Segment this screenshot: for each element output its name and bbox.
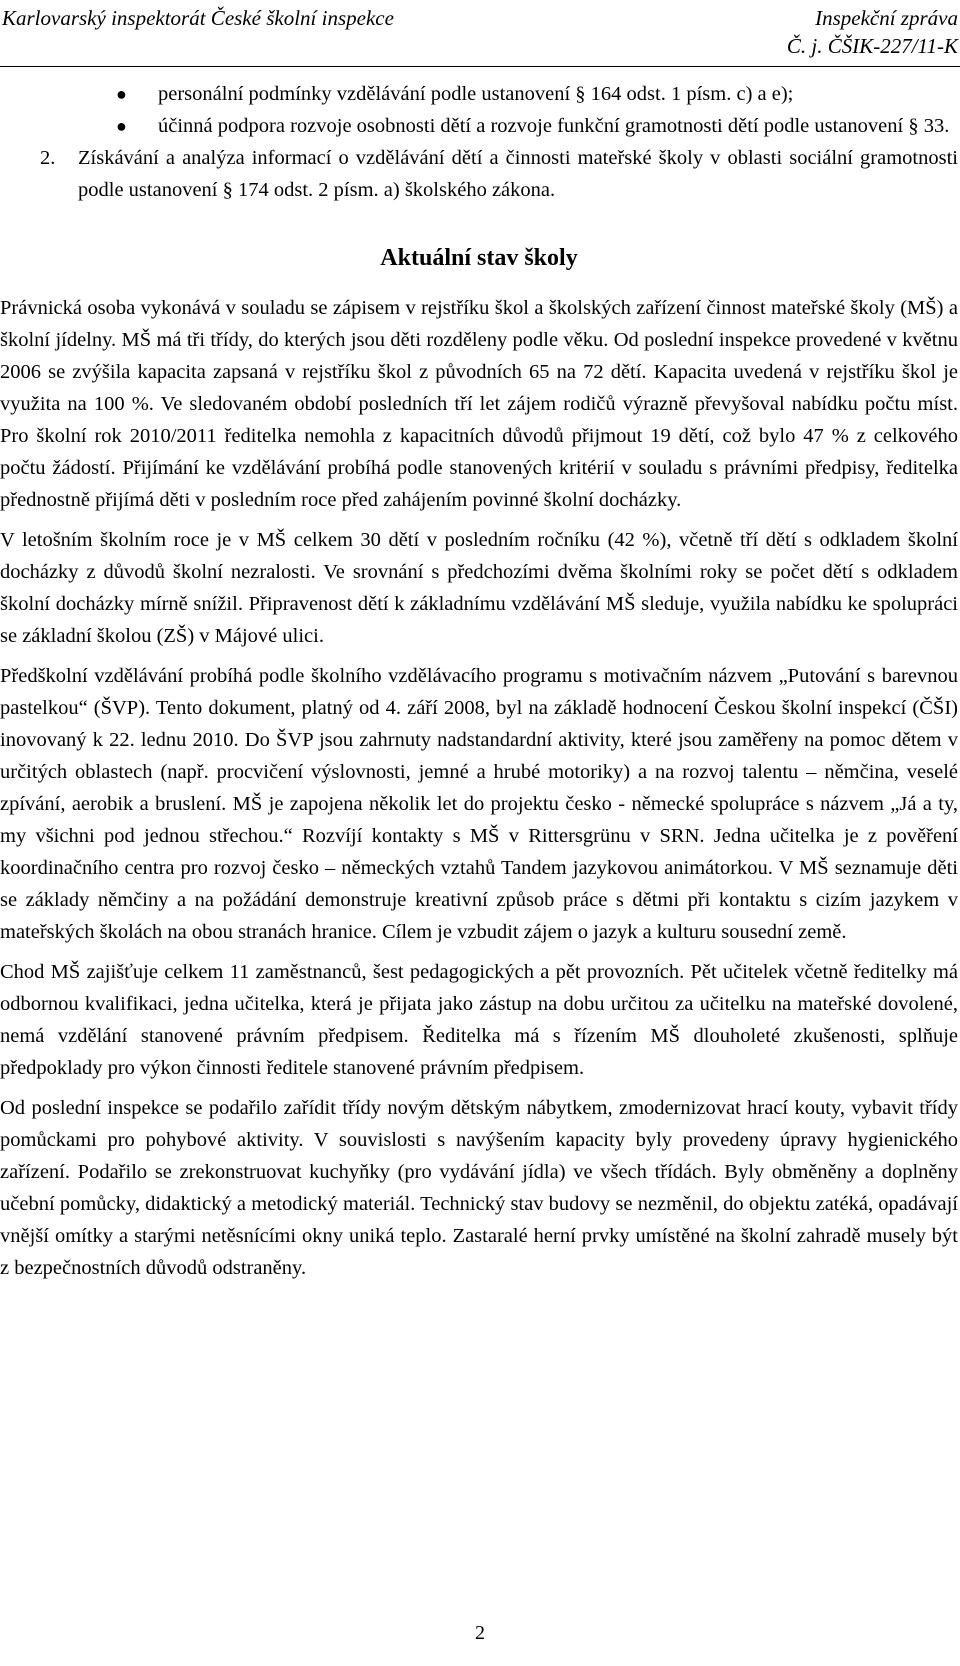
header-report-info — [787, 4, 958, 60]
paragraph: Předškolní vzdělávání probíhá podle školního vzdělávacího programu s motivačním názvem „Putování s barevnou pastelkou“ (ŠVP). Tento dokument, platný od 4. září 2008, byl na základě hodnocení Českou školní inspekcí (ČŠI) inovovaný k 22. lednu 2010. Do ŠVP jsou zahrnuty nadstandardní aktivity, které jsou zaměřeny na pomoc dětem v určitých oblastech (např. procvičení výslovnosti, jemné a hrubé motoriky) a na rozvoj talentu – němčina, veselé zpívání, aerobik a bruslení. MŠ je zapojena několik let do projektu česko - německé spolupráce s názvem „Já a ty, my všichni pod jednou střechou.“ Rozvíjí kontakty s MŠ v Rittersgrünu v SRN. Jedna učitelka je z pověření koordinačního centra pro rozvoj česko – německých vztahů Tandem jazykovou animátorkou. V MŠ seznamuje děti se základy němčiny a na požádání demonstruje kreativní způsob práce s dětmi při kontaktu s cizím jazykem v mateřských školách na obou stranách hranice. Cílem je vzbudit zájem o jazyk a kulturu sousední země. — [0, 665, 958, 943]
header-reference-number: Č. j. ČŠIK-227/11-K — [786, 34, 958, 58]
page-number: 2 — [475, 1622, 485, 1644]
paragraph: V letošním školním roce je v MŠ celkem 30 dětí v posledním ročníku (42 %), včetně tří dětí s odkladem školní docházky z důvodů školní nezralosti. Ve srovnání s předchozími dvěma školními roky se počet dětí s odkladem školní docházky mírně snížil. Připravenost dětí k základnímu vzdělávání MŠ sleduje, využila nabídku ke spolupráci se základní školou (ZŠ) v Májové ulici. — [0, 529, 958, 647]
section-title: Aktuální stav školy — [380, 245, 578, 271]
numbered-item — [40, 142, 958, 206]
numbered-item-text: Získávání a analýza informací o vzdělávání dětí a činnosti mateřské školy v oblasti sociální gramotnosti podle ustanovení § 174 odst. 2 písm. a) školského zákona. — [78, 147, 958, 201]
header-divider — [0, 66, 960, 67]
header-report-title: Inspekční zpráva — [815, 6, 958, 30]
list-item-text: personální podmínky vzdělávání podle ustanovení § 164 odst. 1 písm. c) a e); — [158, 83, 794, 105]
page-body — [0, 78, 958, 1292]
list-item — [116, 110, 958, 142]
list-item-text: účinná podpora rozvoje osobnosti dětí a rozvoje funkční gramotnosti dětí podle ustanovení § 33. — [158, 115, 950, 137]
list-item — [116, 78, 958, 110]
header-institution: Karlovarský inspektorát České školní inspekce — [2, 6, 394, 30]
paragraph: Právnická osoba vykonává v souladu se zápisem v rejstříku škol a školských zařízení činnost mateřské školy (MŠ) a školní jídelny. MŠ má tři třídy, do kterých jsou děti rozděleny podle věku. Od poslední inspekce provedené v květnu 2006 se zvýšila kapacita zapsaná v rejstříku škol z původních 65 na 72 dětí. Kapacita uvedená v rejstříku škol je využita na 100 %. Ve sledovaném období posledních tří let zájem rodičů výrazně převyšoval nabídku počtu míst. Pro školní rok 2010/2011 ředitelka nemohla z kapacitních důvodů přijmout 19 dětí, což bylo 47 % z celkového počtu žádostí. Přijímání ke vzdělávání probíhá podle stanovených kritérií v souladu s právními předpisy, ředitelka přednostně přijímá děti v posledním roce před zahájením povinné školní docházky. — [0, 297, 958, 511]
bullet-icon: ● — [116, 116, 127, 136]
item-number: 2. — [40, 147, 56, 169]
bullet-icon: ● — [116, 84, 127, 104]
paragraph: Od poslední inspekce se podařilo zařídit třídy novým dětským nábytkem, zmodernizovat hrací kouty, vybavit třídy pomůckami pro pohybové aktivity. V souvislosti s navýšením kapacity byly provedeny úpravy hygienického zařízení. Podařilo se zrekonstruovat kuchyňky (pro vydávání jídla) ve všech třídách. Byly obměněny a doplněny učební pomůcky, didaktický a metodický materiál. Technický stav budovy se nezměnil, do objektu zatéká, opadávají vnější omítky a starými netěsnícími okny uniká teplo. Zastaralé herní prvky umístěné na školní zahradě musely být z bezpečnostních důvodů odstraněny. — [0, 1097, 958, 1279]
paragraph: Chod MŠ zajišťuje celkem 11 zaměstnanců, šest pedagogických a pět provozních. Pět učitelek včetně ředitelky má odbornou kvalifikaci, jedna učitelka, která je přijata jako zástup na dobu určitou za učitelku na mateřské dovolené, nemá vzdělání stanovené právním předpisem. Ředitelka má s řízením MŠ dlouholeté zkušenosti, splňuje předpoklady pro výkon činnosti ředitele stanovené právním předpisem. — [0, 961, 958, 1079]
